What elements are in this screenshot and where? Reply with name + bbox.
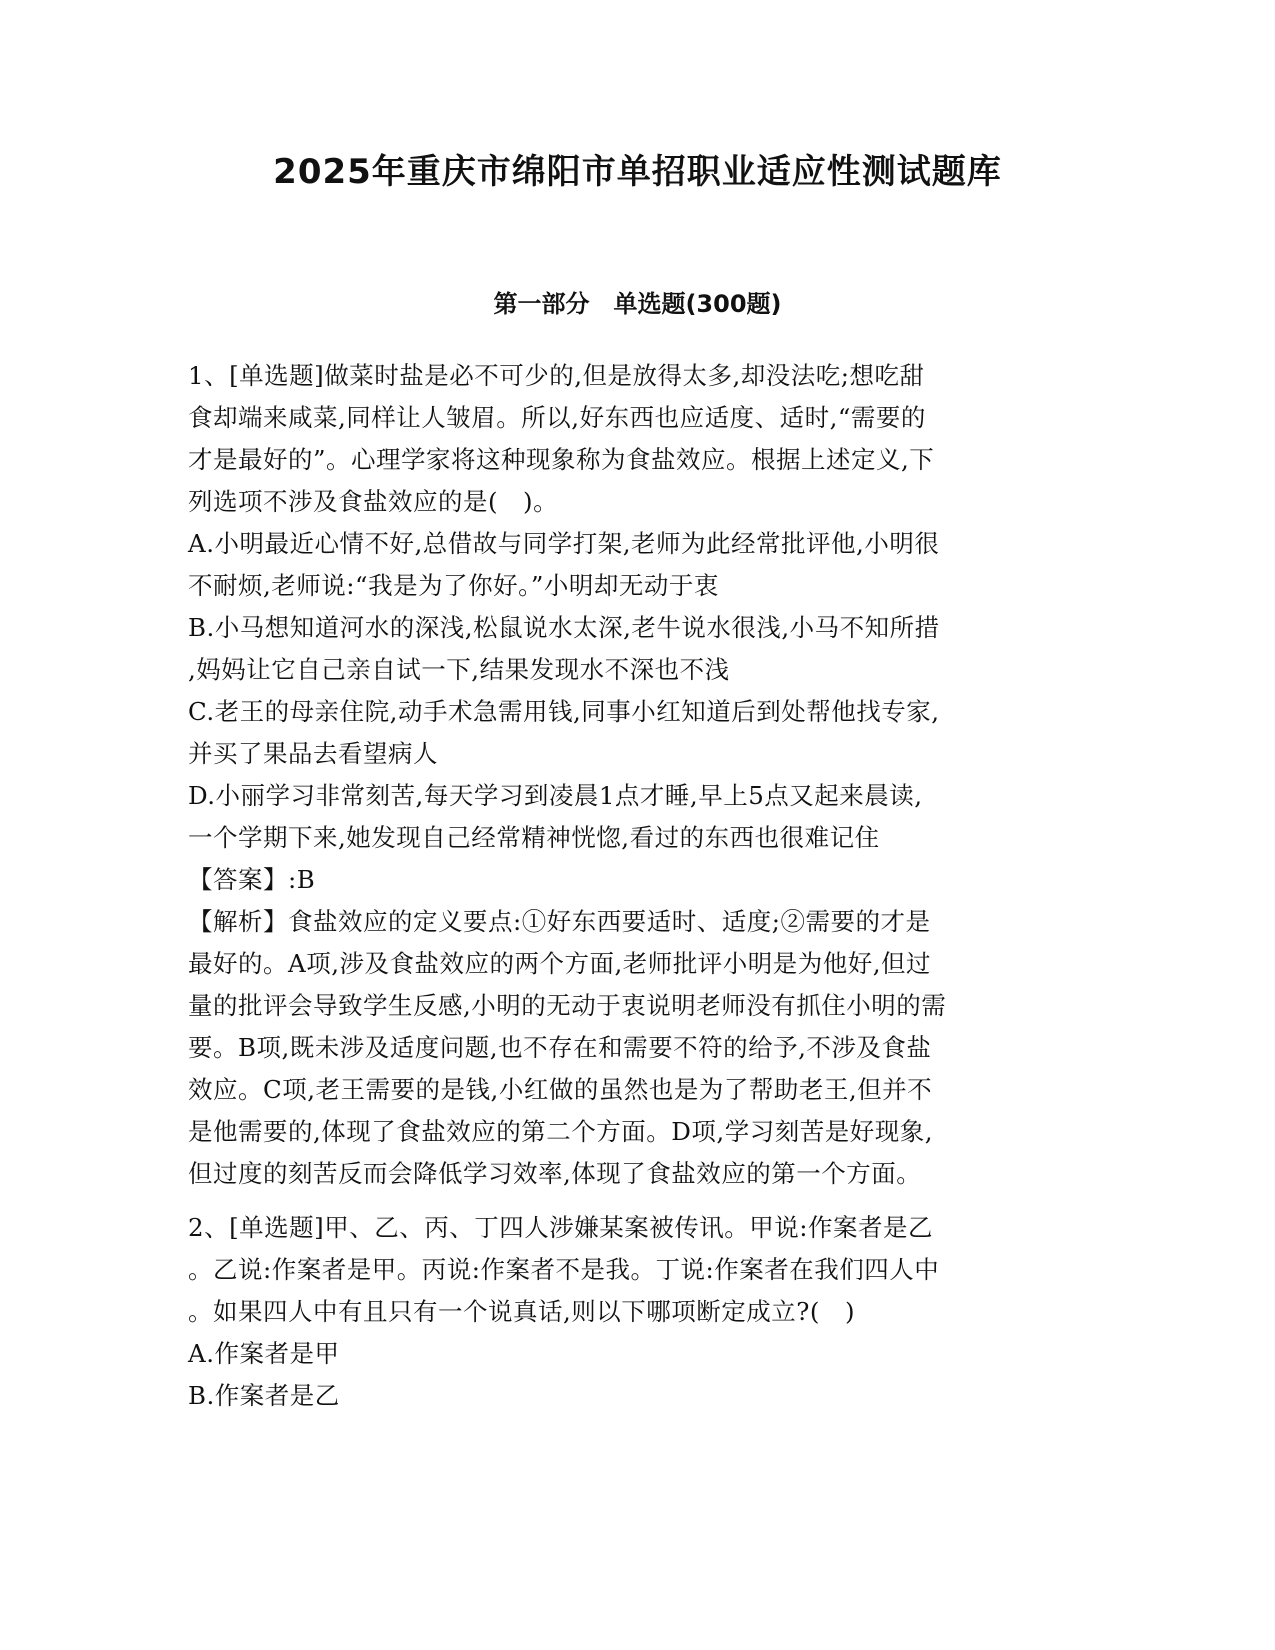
question-2-line: 。如果四人中有且只有一个说真话,则以下哪项断定成立?( ) [188,1297,856,1326]
answer-line: 【答案】:B [188,865,316,894]
question-1-line: 列选项不涉及食盐效应的是( )。 [188,487,559,516]
question-2 [188,1207,1083,1417]
analysis-line: 量的批评会导致学生反感,小明的无动于衷说明老师没有抓住小明的需 [188,991,947,1020]
analysis-line: 效应。C项,老王需要的是钱,小红做的虽然也是为了帮助老王,但并不 [188,1075,933,1104]
analysis-line: 最好的。A项,涉及食盐效应的两个方面,老师批评小明是为他好,但过 [188,949,932,978]
question-1-line: 食却端来咸菜,同样让人皱眉。所以,好东西也应适度、适时,“需要的 [188,403,926,432]
question-2-line: 。乙说:作案者是甲。丙说:作案者不是我。丁说:作案者在我们四人中 [188,1255,940,1284]
analysis-line: 是他需要的,体现了食盐效应的第二个方面。D项,学习刻苦是好现象, [188,1117,934,1146]
question-1-line: 才是最好的”。心理学家将这种现象称为食盐效应。根据上述定义,下 [188,445,935,474]
option-d-line: 一个学期下来,她发现自己经常精神恍惚,看过的东西也很难记住 [188,823,880,852]
option-b-line: B.作案者是乙 [188,1381,340,1410]
section-title: 第一部分 单选题(300题) [493,290,782,318]
option-a-line: A.作案者是甲 [188,1339,340,1368]
analysis-line: 要。B项,既未涉及适度问题,也不存在和需要不符的给予,不涉及食盐 [188,1033,932,1062]
question-list [188,355,1083,1417]
option-c-line: C.老王的母亲住院,动手术急需用钱,同事小红知道后到处帮他找专家, [188,697,940,726]
option-d-line: D.小丽学习非常刻苦,每天学习到凌晨1点才睡,早上5点又起来晨读, [188,781,923,810]
option-c-line: 并买了果品去看望病人 [188,739,438,768]
option-a-line: 不耐烦,老师说:“我是为了你好。”小明却无动于衷 [188,571,719,600]
option-b-line: B.小马想知道河水的深浅,松鼠说水太深,老牛说水很浅,小马不知所措 [188,613,940,642]
analysis-line: 但过度的刻苦反而会降低学习效率,体现了食盐效应的第一个方面。 [188,1159,922,1188]
option-b-line: ,妈妈让它自己亲自试一下,结果发现水不深也不浅 [188,655,730,684]
option-a-line: A.小明最近心情不好,总借故与同学打架,老师为此经常批评他,小明很 [188,529,940,558]
question-2-line: 2、[单选题]甲、乙、丙、丁四人涉嫌某案被传讯。甲说:作案者是乙 [188,1213,933,1242]
question-1 [188,355,1083,1195]
analysis-line: 【解析】食盐效应的定义要点:①好东西要适时、适度;②需要的才是 [188,907,931,936]
page-title: 2025年重庆市绵阳市单招职业适应性测试题库 [273,152,1002,192]
question-1-line: 1、[单选题]做菜时盐是必不可少的,但是放得太多,却没法吃;想吃甜 [188,361,925,390]
